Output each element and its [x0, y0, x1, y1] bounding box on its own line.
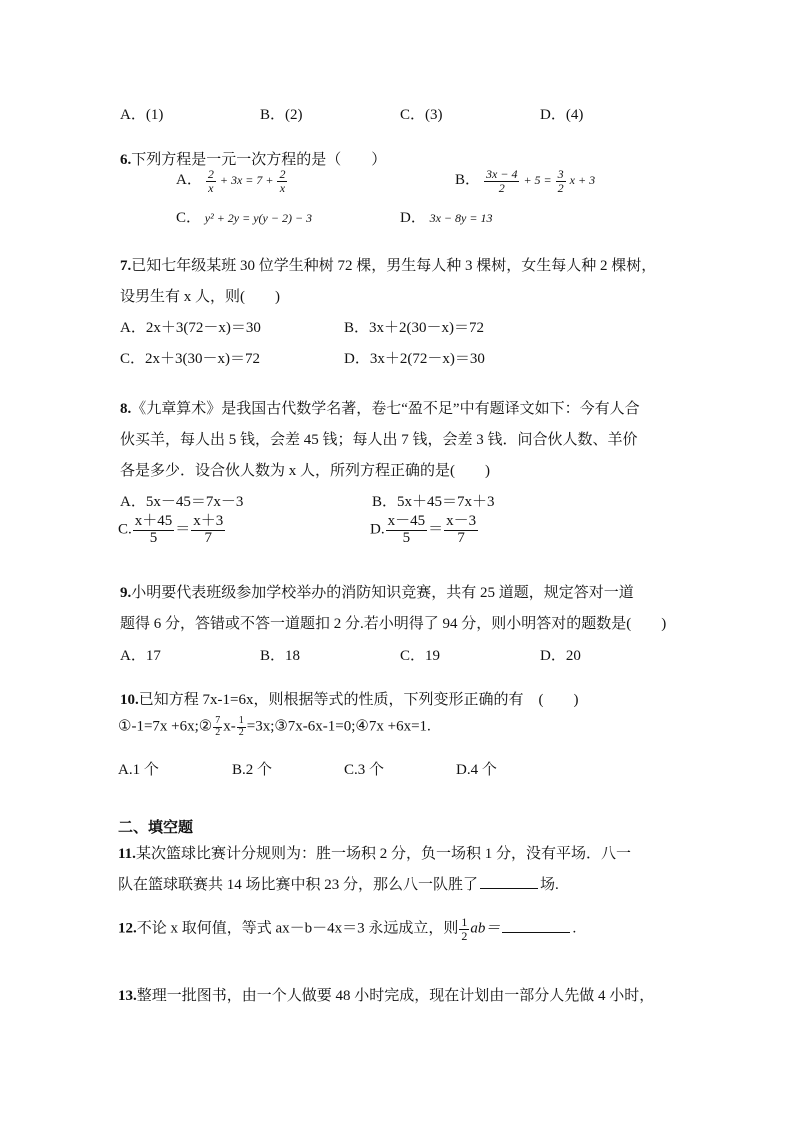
- q5-option-d: D．(4): [540, 107, 584, 123]
- section-title: 二、填空题: [118, 820, 194, 836]
- question-8-option-b: B．5x＋45＝7x＋3: [372, 494, 495, 510]
- question-6-option-a: [176, 168, 288, 194]
- expression: ab＝: [470, 920, 501, 937]
- stem-text: 场.: [540, 877, 559, 893]
- equals: ＝: [428, 521, 444, 538]
- question-6-option-d: [400, 206, 492, 227]
- fraction: $\frac{7}{2}$: [215, 715, 221, 738]
- option-label: B．: [455, 172, 481, 188]
- question-8-option-a: A．5x－45＝7x－3: [120, 494, 244, 510]
- answer-blank[interactable]: [502, 918, 570, 933]
- question-8-option-c: [118, 514, 226, 547]
- question-9-option-d: D．20: [540, 648, 581, 664]
- question-6-stem: [120, 148, 386, 169]
- question-13-line-1: [118, 984, 654, 1005]
- question-8-option-d: [370, 514, 479, 547]
- stem-text: 不论 x 取何值，等式 ax－b－4x＝3 永远成立，则: [136, 920, 459, 937]
- question-9-option-c: C．19: [400, 648, 441, 664]
- question-7-line-1: [120, 254, 656, 275]
- question-8-line-2: 伙买羊，每人出 5 钱，会差 45 钱；每人出 7 钱，会差 3 钱．问合伙人数、羊价: [120, 432, 638, 448]
- expression: + 3x = 7 +: [219, 173, 274, 187]
- question-7-option-c: C．2x＋3(30－x)＝72: [120, 351, 260, 367]
- fraction: $\frac{3}{2}$: [557, 167, 564, 195]
- question-number: 10.: [120, 692, 139, 708]
- expression: =3x;③7x-6x-1=0;④7x +6x=1.: [246, 718, 431, 735]
- expression: y² + 2y = y(y − 2) − 3: [204, 211, 313, 225]
- question-number: 13.: [118, 988, 137, 1004]
- question-number: 8.: [120, 401, 132, 417]
- stem-text: 已知方程 7x-1=6x，则根据等式的性质，下列变形正确的有 ( ): [138, 692, 579, 708]
- question-9-line-1: [120, 581, 634, 602]
- fraction: $\frac{x-3}{7}$: [446, 513, 477, 546]
- expression: ①-1=7x +6x;②: [118, 718, 213, 735]
- question-9-line-2: 题得 6 分，答错或不答一道题扣 2 分.若小明得了 94 分，则小明答对的题数是( ): [120, 616, 667, 632]
- question-7-option-b: B．3x＋2(30－x)＝72: [344, 320, 484, 336]
- question-10-option-c: C.3 个: [344, 762, 385, 778]
- fraction: $\frac{x+45}{5}$: [134, 513, 173, 546]
- question-7-option-a: A．2x＋3(72－x)＝30: [120, 320, 261, 336]
- stem-text: .: [572, 920, 577, 937]
- stem-text: 某次篮球比赛计分规则为：胜一场积 2 分，负一场积 1 分，没有平场．八一: [135, 846, 631, 862]
- expression: x-: [223, 718, 236, 735]
- stem-text: 整理一批图书，由一个人做要 48 小时完成，现在计划由一部分人先做 4 小时，: [136, 988, 655, 1004]
- question-8-line-1: [120, 397, 640, 418]
- equals: ＝: [175, 521, 191, 538]
- question-10-stem: [120, 688, 578, 709]
- stem-text: 已知七年级某班 30 位学生种树 72 棵，男生每人种 3 棵树，女生每人种 2 棵树，: [131, 258, 657, 274]
- question-11-line-2: [118, 873, 559, 894]
- question-6-option-b: [455, 168, 595, 194]
- question-number: 6.: [120, 152, 132, 168]
- fraction: $\frac{3x - 4}{2}$: [486, 167, 518, 195]
- question-10-option-b: B.2 个: [232, 762, 273, 778]
- option-label: D.: [370, 521, 385, 538]
- question-8-line-3: 各是多少．设合伙人数为 x 人，所列方程正确的是( ): [120, 463, 490, 479]
- stem-text: 小明要代表班级参加学校举办的消防知识竞赛，共有 25 道题，规定答对一道: [131, 585, 634, 601]
- question-9-option-a: A．17: [120, 648, 161, 664]
- option-label: D．: [400, 210, 426, 226]
- fraction: $\frac{1}{2}$: [461, 915, 468, 943]
- fraction: $\frac{2}{x}$: [207, 167, 214, 195]
- question-10-option-d: D.4 个: [456, 762, 497, 778]
- question-number: 9.: [120, 585, 132, 601]
- question-7-option-d: D．3x＋2(72－x)＝30: [344, 351, 485, 367]
- option-label: C．: [176, 210, 202, 226]
- question-number: 7.: [120, 258, 132, 274]
- question-10-transformations: [118, 716, 431, 738]
- option-label: A．: [176, 172, 202, 188]
- option-label: C.: [118, 521, 132, 538]
- stem-text: 队在篮球联赛共 14 场比赛中积 23 分，那么八一队胜了: [118, 877, 479, 893]
- q5-option-b: B．(2): [260, 107, 303, 123]
- question-11-line-1: [118, 842, 631, 863]
- q5-option-a: A．(1): [120, 107, 164, 123]
- fraction: $\frac{1}{2}$: [238, 715, 244, 738]
- fraction: $\frac{2}{x}$: [279, 167, 286, 195]
- question-6-option-c: [176, 206, 312, 227]
- stem-text: 《九章算术》是我国古代数学名著，卷七“盈不足”中有题译文如下：今有人合: [131, 401, 640, 417]
- question-number: 12.: [118, 920, 137, 937]
- stem-text: 下列方程是一元一次方程的是（ ）: [131, 152, 387, 168]
- expression: x + 3: [569, 173, 596, 187]
- question-12: [118, 916, 576, 942]
- q5-option-c: C．(3): [400, 107, 443, 123]
- expression: 3x − 8y = 13: [429, 211, 493, 225]
- answer-blank[interactable]: [480, 874, 538, 889]
- question-number: 11.: [118, 846, 136, 862]
- fraction: $\frac{x-45}{5}$: [387, 513, 426, 546]
- question-9-option-b: B．18: [260, 648, 301, 664]
- expression: + 5 =: [523, 173, 552, 187]
- question-10-option-a: A.1 个: [118, 762, 159, 778]
- fraction: $\frac{x+3}{7}$: [193, 513, 224, 546]
- question-7-line-2: 设男生有 x 人，则( ): [120, 289, 280, 305]
